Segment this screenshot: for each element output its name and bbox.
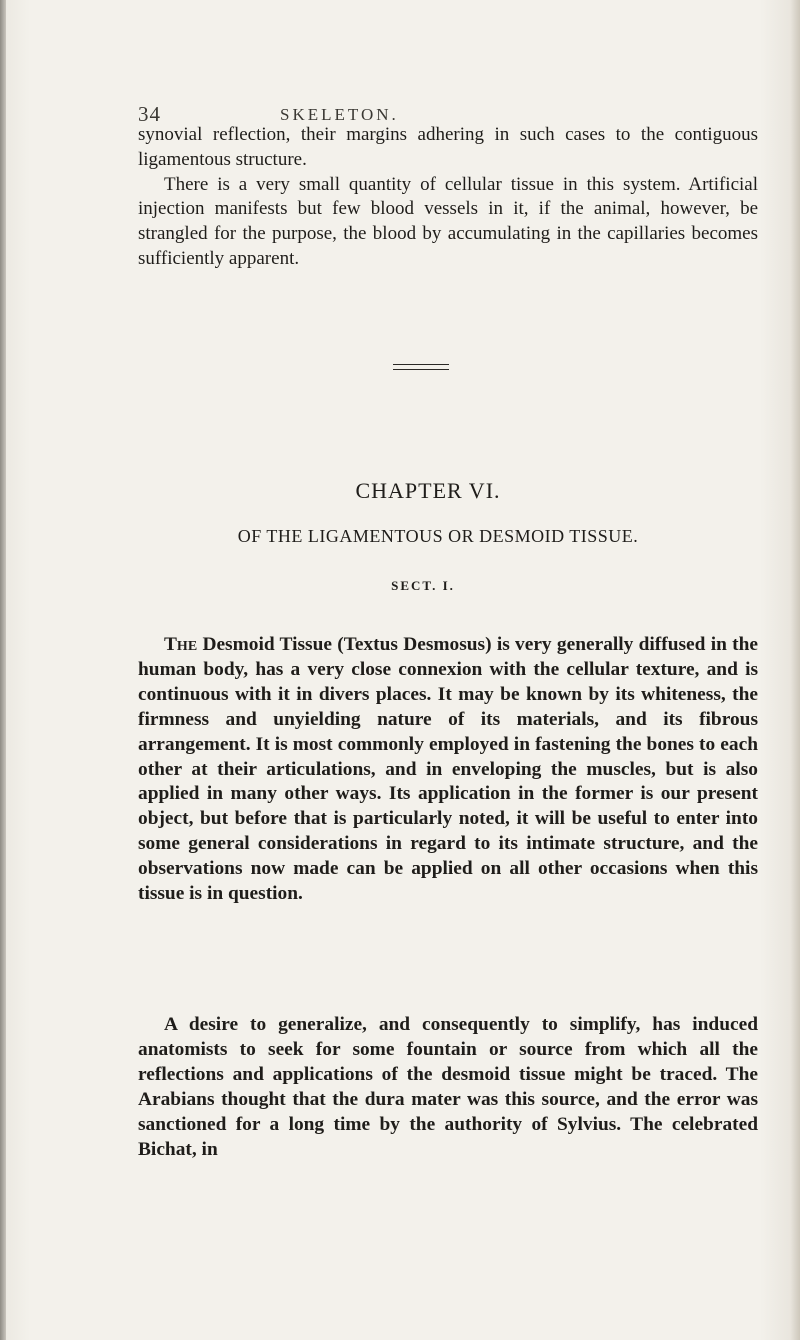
paragraph-cellular-tissue: There is a very small quantity of cellular tissue in this system. Artificial injection manifests but few blood vessels in it, if the animal, however, be strangled for the purpose, the blood by accumulating in the capillaries becomes sufficiently apparent. — [138, 173, 758, 269]
chapter-title: CHAPTER VI. — [355, 478, 501, 503]
page-spine-shadow — [0, 0, 6, 1340]
paragraph-continuation: synovial reflection, their margins adhering in such cases to the contiguous ligamentous structure. — [138, 124, 758, 170]
text-block-desmoid — [138, 633, 758, 907]
page-edge-shadow — [790, 0, 800, 1340]
section-label: SECT. I. — [391, 578, 455, 593]
running-title: SKELETON. — [280, 105, 399, 124]
paragraph-lead-word: The — [164, 634, 198, 655]
paragraph-desmoid-body: Desmoid Tissue (Textus Desmosus) is very generally diffused in the human body, has a very close connexion with the cellular texture, and is continuous with it in divers places. It may be known by its whiteness, the firmness and unyielding nature of its materials, and its fibrous arrangement. It is most commonly employed in fastening the bones to each other at their articulations, and in enveloping the muscles, but is also applied in many other ways. Its application in the former is our present object, but before that is particularly noted, it will be useful to enter into some general considerations in regard to its intimate structure, and the observations now made can be applied on all other occasions when this tissue is in question. — [138, 634, 758, 905]
chapter-subtitle: OF THE LIGAMENTOUS OR DESMOID TISSUE. — [237, 526, 639, 546]
paragraph-generalize: A desire to generalize, and consequently to simplify, has induced anatomists to seek for some fountain or source from which all the reflections and applications of the desmoid tissue might be traced. The Arabians thought that the dura mater was this source, and the error was sanctioned for a long time by the authority of Sylvius. The celebrated Bichat, in — [138, 1014, 758, 1160]
section-divider-rule — [393, 364, 449, 370]
paragraph-desmoid-tissue — [138, 633, 758, 907]
text-block-generalize — [138, 1013, 758, 1162]
page-number: 34 — [138, 102, 161, 126]
text-block-top — [138, 123, 758, 272]
